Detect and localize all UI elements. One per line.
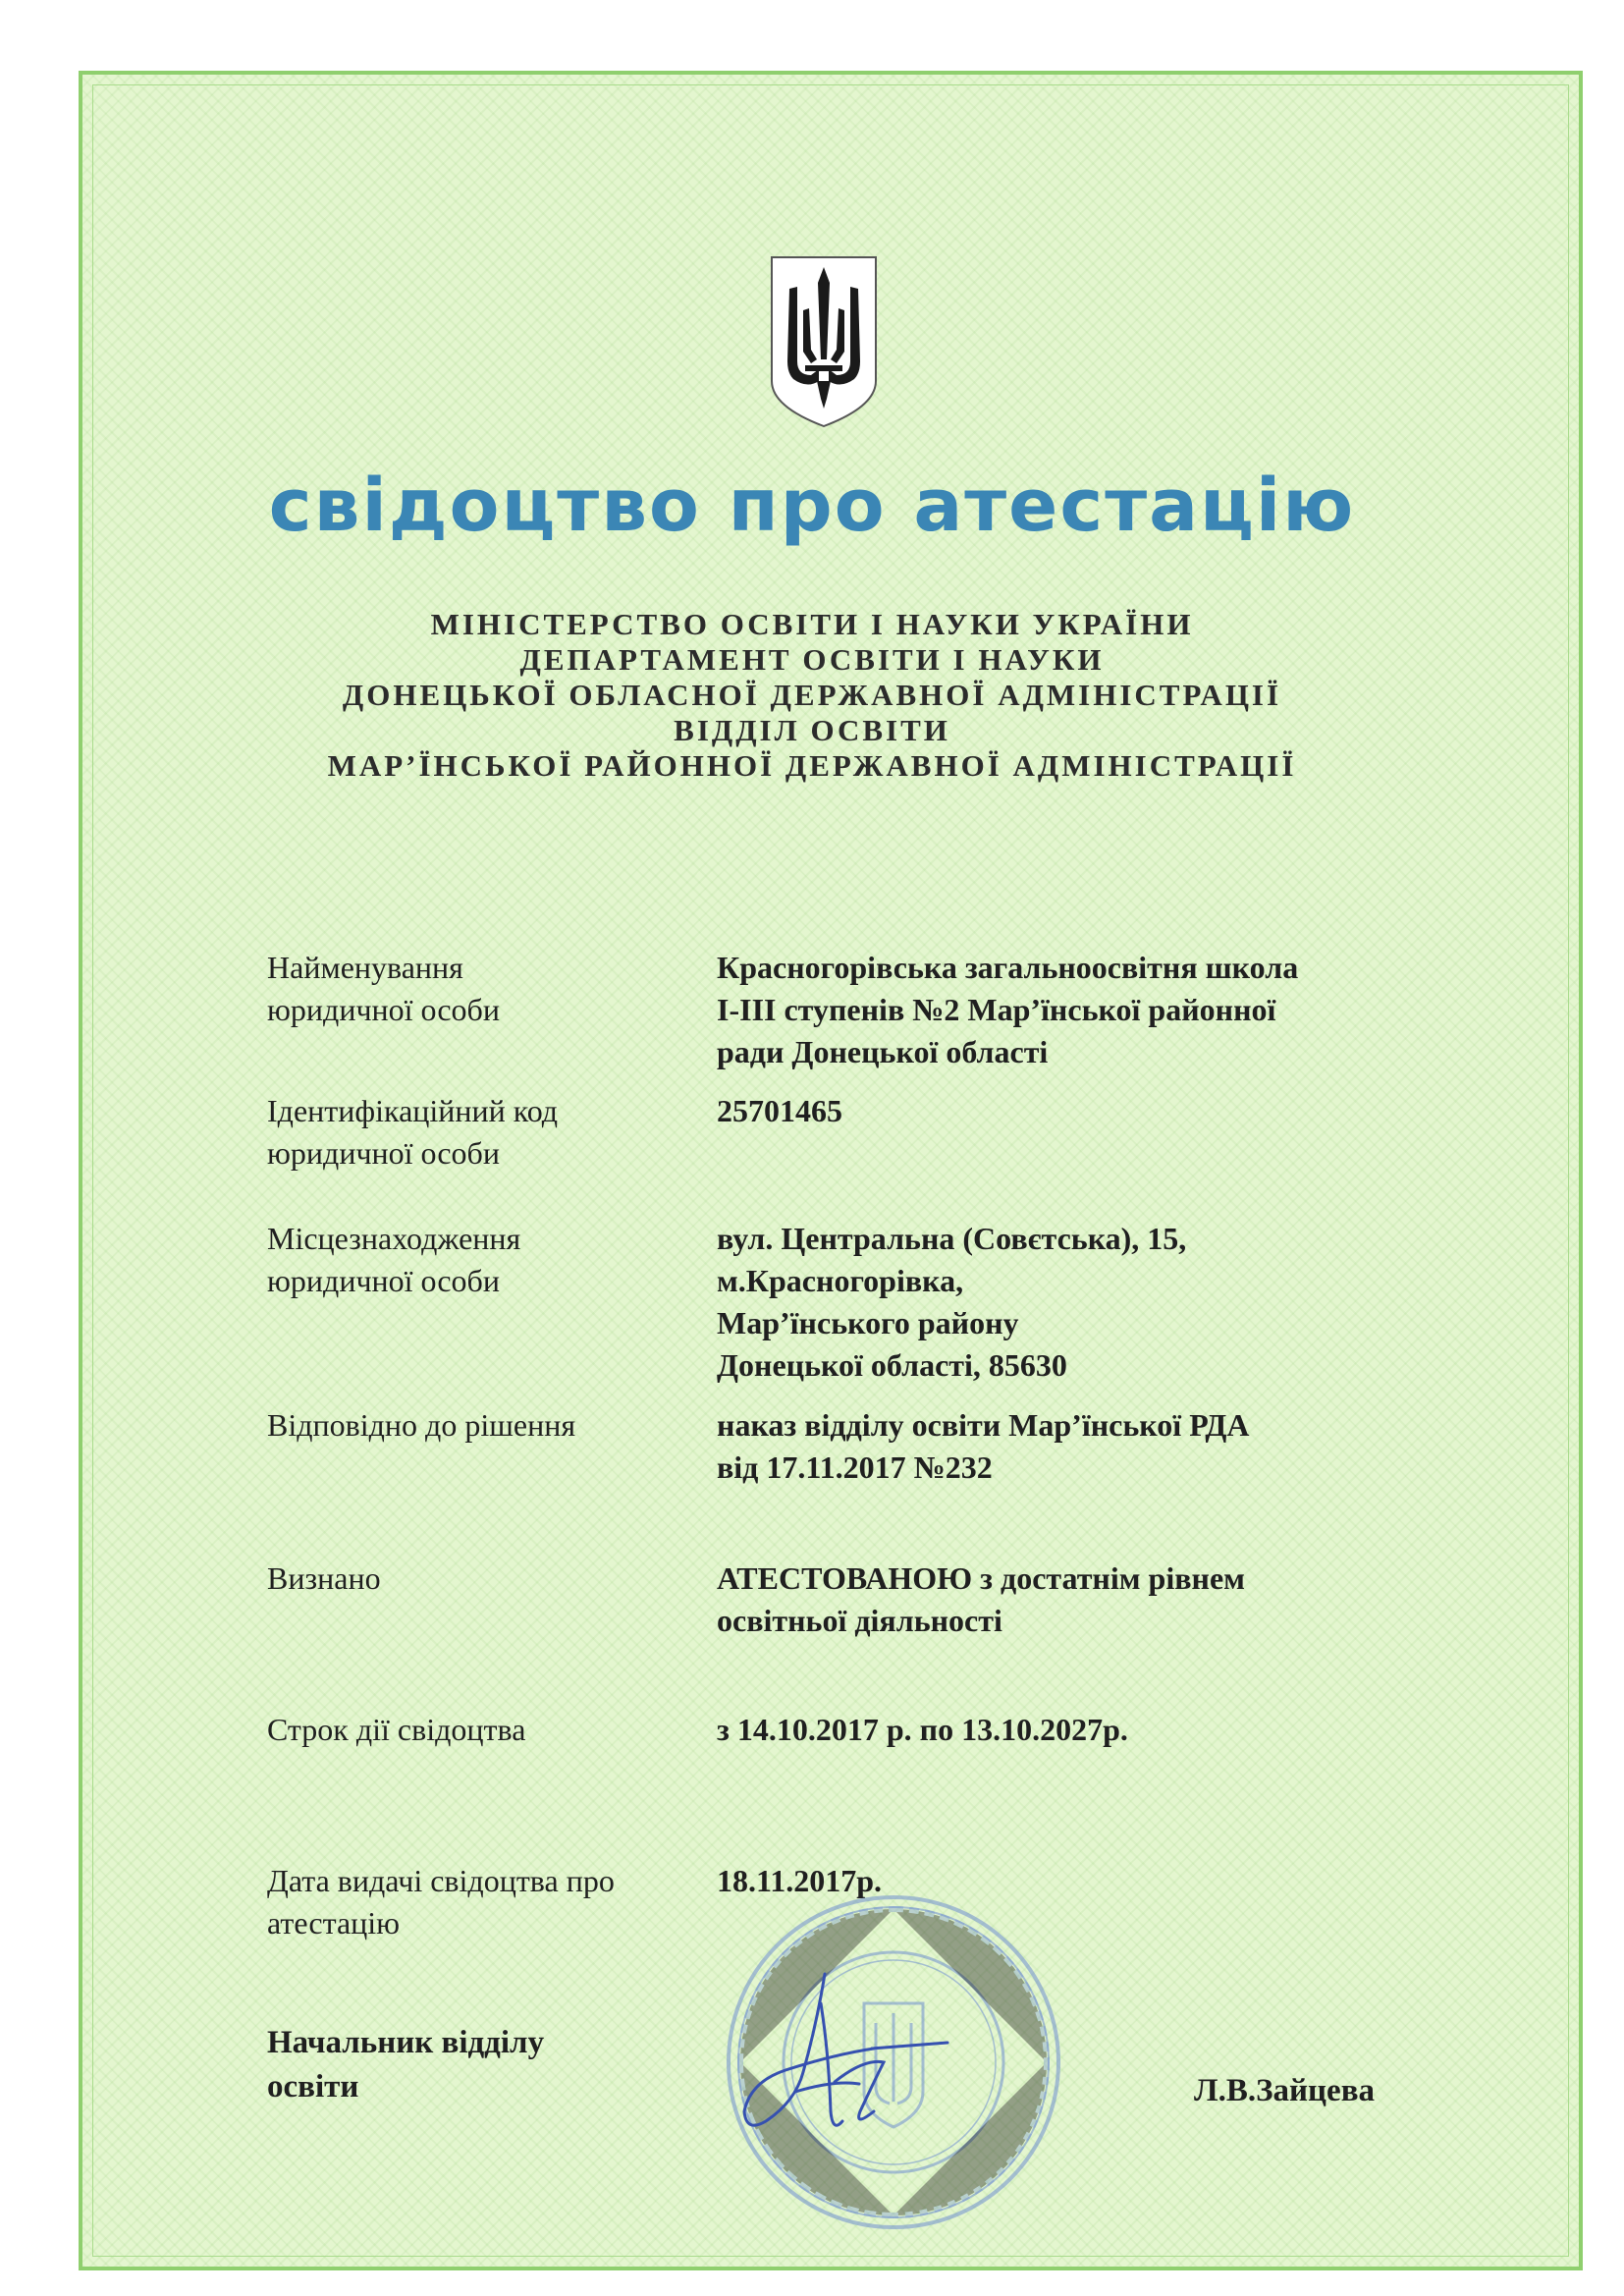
code-label: Ідентифікаційний код юридичної особи (267, 1093, 559, 1171)
signatory-position: Начальник відділу освіти (267, 2025, 545, 2105)
location-label: Місцезнаходження юридичної особи (267, 1221, 521, 1298)
name-label: Найменування юридичної особи (267, 950, 500, 1027)
code-value: 25701465 (717, 1093, 842, 1128)
trident-icon (768, 251, 880, 430)
signature-icon (727, 1964, 952, 2151)
authority-line: ДОНЕЦЬКОЇ ОБЛАСНОЇ ДЕРЖАВНОЇ АДМІНІСТРАЦІЇ (342, 678, 1282, 712)
validity-label: Строк дії свідоцтва (267, 1712, 526, 1747)
decision-label: Відповідно до рішення (267, 1407, 576, 1443)
issue-date-label: Дата видачі свідоцтва про атестацію (267, 1863, 615, 1941)
recognized-value: АТЕСТОВАНОЮ з достатнім рівнем освітньої діяльності (717, 1560, 1245, 1638)
recognized-label: Визнано (267, 1560, 381, 1596)
authority-line: МІНІСТЕРСТВО ОСВІТИ І НАУКИ УКРАЇНИ (430, 607, 1194, 641)
authority-line: МАР’ЇНСЬКОЇ РАЙОННОЇ ДЕРЖАВНОЇ АДМІНІСТРАЦІЇ (327, 748, 1297, 783)
authority-line: ДЕПАРТАМЕНТ ОСВІТИ І НАУКИ (519, 642, 1105, 677)
location-value: вул. Центральна (Совєтська), 15, м.Красногорівка, Мар’їнського району Донецької області, 85630 (717, 1221, 1187, 1383)
name-value: Красногорівська загальноосвітня школа І-ІІІ ступенів №2 Мар’їнської районної ради Донецької області (717, 950, 1299, 1069)
signatory-name: Л.В.Зайцева (1194, 2073, 1376, 2108)
issue-date-value: 18.11.2017р. (717, 1863, 883, 1898)
authority-line: ВІДДІЛ ОСВІТИ (674, 713, 950, 747)
document-title: свідоцтво про атестацію (268, 464, 1356, 548)
decision-value: наказ відділу освіти Мар’їнської РДА від 17.11.2017 №232 (717, 1407, 1250, 1485)
validity-value: з 14.10.2017 р. по 13.10.2027р. (717, 1712, 1128, 1747)
issuing-authority (79, 607, 1545, 784)
